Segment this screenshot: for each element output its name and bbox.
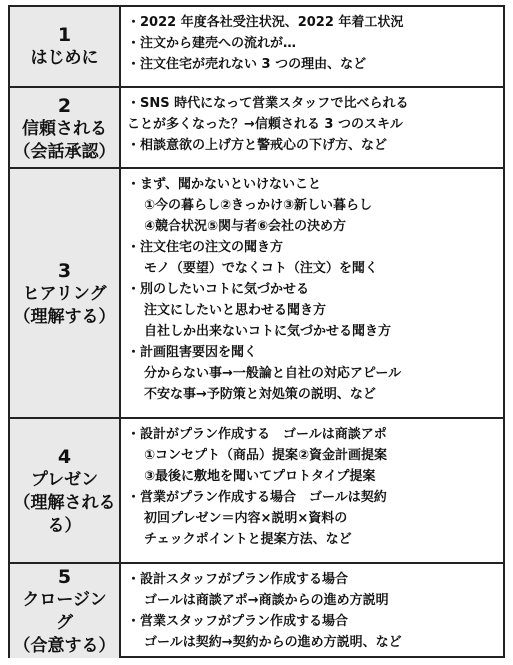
content-line: ・別のしたいコトに気づかせる	[127, 282, 310, 297]
section-number: 2	[57, 94, 72, 117]
content-line: ゴールは商談アポ→商談からの進め方説明	[144, 593, 389, 608]
content-line: 自社しか出来ないコトに気づかせる聞き方	[144, 324, 392, 339]
table-row	[10, 417, 503, 564]
section-content-cell	[121, 169, 503, 419]
section-number: 1	[57, 24, 72, 46]
content-line: ①コンセプト（商品）提案②資金計画提案	[144, 448, 388, 463]
content-line: ③最後に敷地を聞いてプロトタイプ提案	[144, 469, 376, 484]
section-heading-cell	[10, 419, 121, 564]
content-line: ・相談意欲の上げ方と警戒心の下げ方、など	[127, 138, 388, 153]
content-line: 注文にしたいと思わせる聞き方	[144, 303, 327, 318]
content-line: ・SNS 時代になって営業スタッフで比べられる	[127, 96, 409, 111]
content-line: ・注文住宅の注文の聞き方	[127, 240, 284, 255]
table-row	[10, 86, 503, 169]
table-row	[10, 167, 503, 419]
content-line: ④競合状況⑤関与者⑥会社の決め方	[144, 219, 347, 234]
section-content-cell	[121, 564, 503, 658]
section-title: 信頼される	[22, 118, 107, 139]
content-line: ・計画阻害要因を聞く	[127, 345, 258, 360]
table-row	[10, 7, 503, 86]
section-number: 4	[57, 446, 72, 468]
section-title: クロージン	[22, 589, 107, 610]
section-title: グ	[56, 612, 73, 633]
section-subtitle: （理解される	[13, 493, 116, 513]
section-content-cell	[121, 419, 503, 564]
section-content-cell	[121, 7, 503, 86]
content-line: 不安な事→予防策と対処策の説明、など	[144, 387, 376, 402]
course-outline-table	[8, 5, 505, 658]
table-row	[10, 562, 503, 658]
content-line: ・設計スタッフがプラン作成する場合	[127, 572, 349, 587]
content-line: 初回プレゼン＝内容×説明×資料の	[144, 511, 348, 526]
section-heading-cell	[10, 88, 121, 169]
section-content-cell	[121, 88, 503, 169]
section-heading-cell	[10, 564, 121, 658]
content-line: ・設計がプラン作成する ゴールは商談アポ	[127, 427, 387, 442]
section-title: ヒアリング	[22, 284, 107, 304]
section-subtitle: る）	[47, 516, 82, 536]
section-subtitle: （会話承認）	[13, 141, 116, 162]
content-line: ・注文から建売への流れが…	[127, 36, 297, 51]
content-line: ・2022 年度各社受注状況、2022 年着工状況	[127, 15, 404, 30]
content-line: ・営業スタッフがプラン作成する場合	[127, 614, 349, 629]
content-line: ことが多くなった？→信頼される 3 つのスキル	[127, 117, 403, 132]
section-number: 5	[57, 565, 72, 588]
content-line: 分からない事→一般論と自社の対応アピール	[144, 366, 402, 381]
section-subtitle: （合意する）	[13, 635, 116, 656]
content-line: チェックポイントと提案方法、など	[144, 532, 352, 547]
content-line: ・まず、聞かないといけないこと	[127, 177, 321, 192]
content-line: ・注文住宅が売れない 3 つの理由、など	[127, 57, 367, 72]
section-heading-cell	[10, 7, 121, 86]
content-line: ゴールは契約→契約からの進め方説明、など	[144, 635, 402, 650]
section-title: プレゼン	[30, 470, 99, 490]
content-line: ①今の暮らし②きっかけ③新しい暮らし	[144, 198, 373, 213]
section-title: はじめに	[30, 48, 99, 68]
section-number: 3	[57, 260, 72, 282]
section-subtitle: （理解する）	[13, 307, 116, 327]
content-line: ・営業がプラン作成する場合 ゴールは契約	[127, 490, 387, 505]
content-line: モノ（要望）でなくコト（注文）を聞く	[144, 261, 378, 276]
section-heading-cell	[10, 169, 121, 419]
